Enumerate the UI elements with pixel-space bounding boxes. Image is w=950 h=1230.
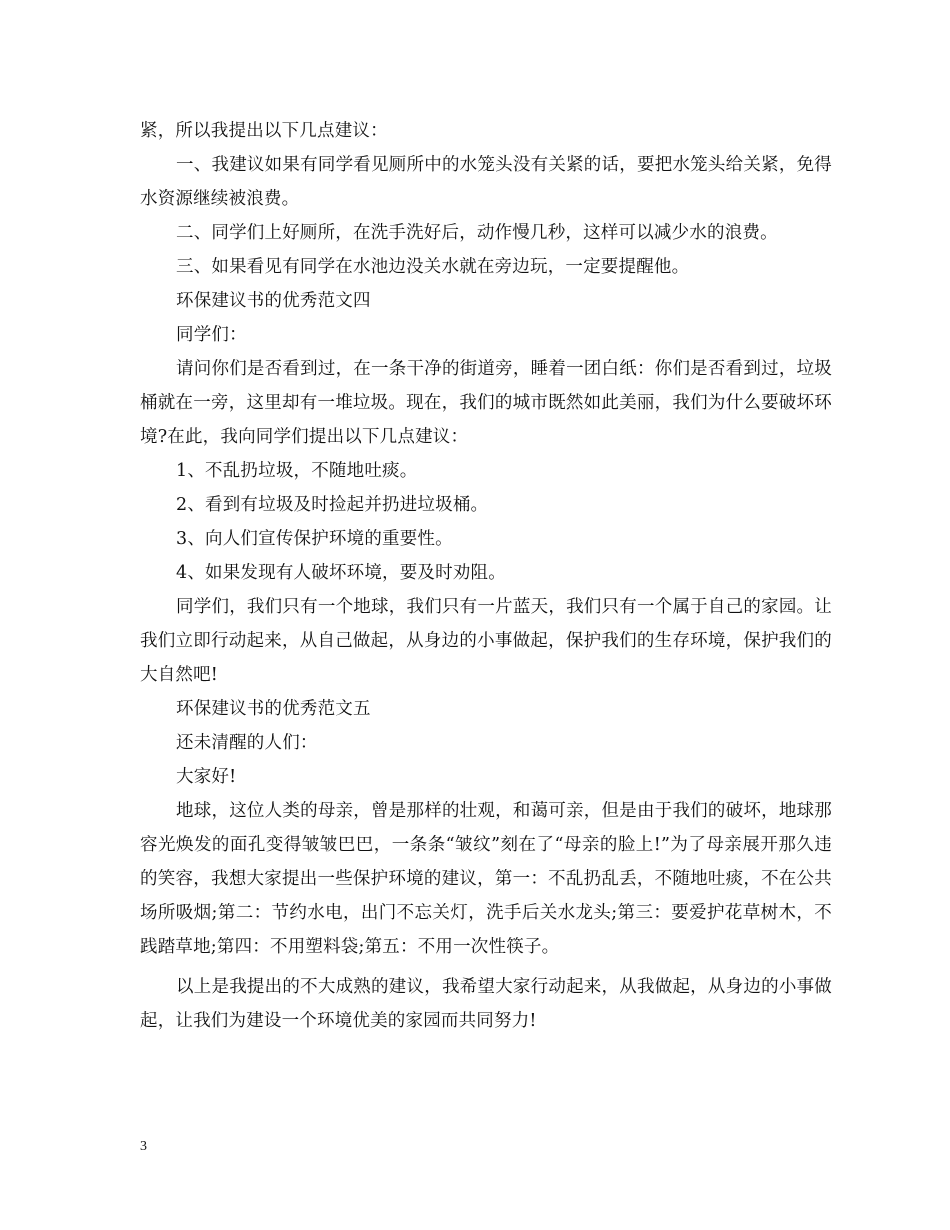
paragraph: 紧，所以我提出以下几点建议： [140,121,388,141]
paragraph: 以上是我提出的不大成熟的建议，我希望大家行动起来，从我做起，从身边的小事做起，让我们为建设一个环境优美的家园而共同努力! [140,977,832,1031]
paragraph: 请问你们是否看到过，在一条干净的街道旁，睡着一团白纸：你们是否看到过，垃圾桶就在一旁，这里却有一堆垃圾。现在，我们的城市既然如此美丽，我们为什么要破坏环境?在此，我向同学们提出以下几点建议： [140,359,832,447]
salutation: 还未清醒的人们： [176,733,318,753]
salutation: 同学们： [176,325,247,345]
list-item: 2、看到有垃圾及时捡起并扔进垃圾桶。 [176,495,489,515]
greeting: 大家好! [176,767,237,787]
list-item: 1、不乱扔垃圾，不随地吐痰。 [176,461,418,481]
paragraph: 一、我建议如果有同学看见厕所中的水笼头没有关紧的话，要把水笼头给关紧，免得水资源继续被浪费。 [140,155,832,209]
list-item: 4、如果发现有人破坏环境，要及时劝阻。 [176,563,506,583]
page-number: 3 [140,1139,147,1154]
document-body [140,114,832,1038]
paragraph: 同学们，我们只有一个地球，我们只有一片蓝天，我们只有一个属于自己的家园。让我们立即行动起来，从自己做起，从身边的小事做起，保护我们的生存环境，保护我们的大自然吧! [140,597,832,685]
section-heading: 环保建议书的优秀范文五 [176,699,371,719]
list-item: 3、向人们宣传保护环境的重要性。 [176,529,453,549]
section-heading: 环保建议书的优秀范文四 [176,291,371,311]
paragraph: 三、如果看见有同学在水池边没关水就在旁边玩，一定要提醒他。 [176,257,690,277]
paragraph: 二、同学们上好厕所，在洗手洗好后，动作慢几秒，这样可以减少水的浪费。 [176,223,778,243]
paragraph: 地球，这位人类的母亲，曾是那样的壮观，和蔼可亲，但是由于我们的破坏，地球那容光焕发的面孔变得皱皱巴巴，一条条“皱纹”刻在了“母亲的脸上!”为了母亲展开那久违的笑容，我想大家提出一些保护环境的建议，第一：不乱扔乱丢，不随地吐痰，不在公共场所吸烟;第二：节约水电，出门不忘关灯，洗手后关水龙头;第三：要爱护花草树木，不践踏草地;第四：不用塑料袋;第五：不用一次性筷子。 [140,801,832,957]
